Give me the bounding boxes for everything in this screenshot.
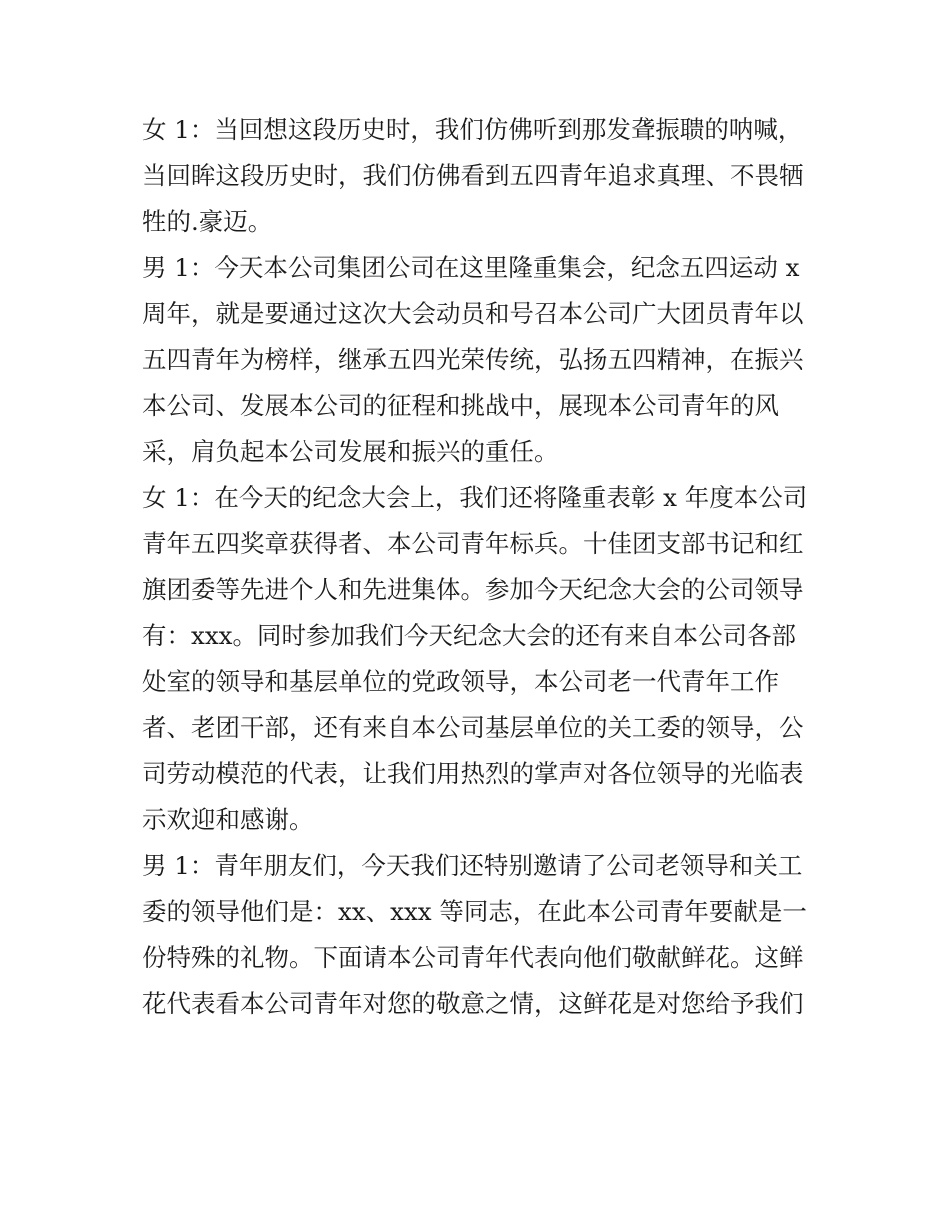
text-line: 者、老团干部，还有来自本公司基层单位的关工委的领导，公	[142, 713, 804, 742]
text-line: 五四青年为榜样，继承五四光荣传统，弘扬五四精神，在振兴	[142, 345, 804, 374]
text-line: 示欢迎和感谢。	[142, 805, 314, 834]
text-line: 当回眸这段历史时，我们仿佛看到五四青年追求真理、不畏牺	[142, 161, 804, 190]
text-line: 女 1：在今天的纪念大会上，我们还将隆重表彰 x 年度本公司	[142, 483, 808, 512]
text-line: 份特殊的礼物。下面请本公司青年代表向他们敬献鲜花。这鲜	[142, 943, 804, 972]
text-line: 处室的领导和基层单位的党政领导，本公司老一代青年工作	[142, 667, 779, 696]
text-line: 旗团委等先进个人和先进集体。参加今天纪念大会的公司领导	[142, 575, 804, 604]
text-line: 本公司、发展本公司的征程和挑战中，展现本公司青年的风	[142, 391, 779, 420]
text-line: 男 1：青年朋友们，今天我们还特别邀请了公司老领导和关工	[142, 851, 803, 880]
text-line: 委的领导他们是：xx、xxx 等同志，在此本公司青年要献是一	[142, 897, 807, 926]
text-line: 青年五四奖章获得者、本公司青年标兵。十佳团支部书记和红	[142, 529, 804, 558]
text-line: 采，肩负起本公司发展和振兴的重任。	[142, 437, 559, 466]
text-line: 有：xxx。同时参加我们今天纪念大会的还有来自本公司各部	[142, 621, 796, 650]
text-line: 花代表看本公司青年对您的敬意之情，这鲜花是对您给予我们	[142, 989, 804, 1018]
text-line: 司劳动模范的代表，让我们用热烈的掌声对各位领导的光临表	[142, 759, 804, 788]
text-line: 牲的.豪迈。	[142, 207, 273, 236]
document-body	[142, 107, 814, 1027]
text-line: 女 1：当回想这段历史时，我们仿佛听到那发聋振聩的呐喊，	[142, 115, 803, 144]
text-line: 男 1：今天本公司集团公司在这里隆重集会，纪念五四运动 x	[142, 253, 800, 282]
text-line: 周年，就是要通过这次大会动员和号召本公司广大团员青年以	[142, 299, 804, 328]
